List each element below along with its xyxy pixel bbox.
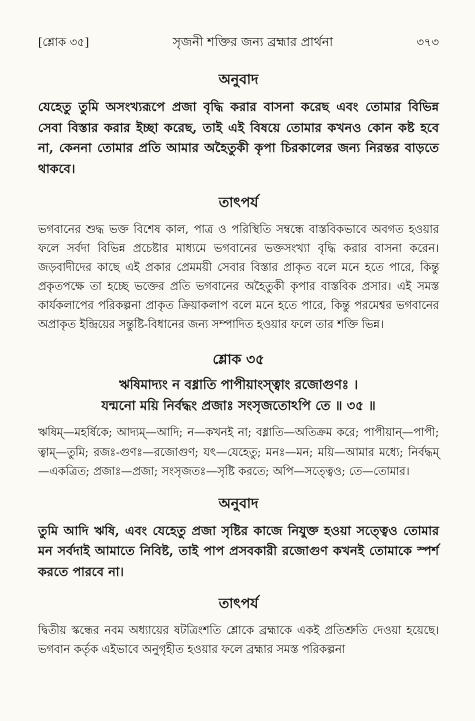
- translation-heading: অনুবাদ: [218, 72, 259, 88]
- translation-text-2: তুমি আদি ঋষি, এবং যেহেতু প্রজা সৃষ্টির কাজে নিযুক্ত হওয়া সত্ত্বেও তোমার মন সর্বদাই আমাতে নিবিষ্ট, তাই পাপ প্রসবকারী রজোগুণ কখনই তোমাকে স্পর্শ করতে পারবে না।: [38, 522, 439, 579]
- page-number: ৩৭৩: [416, 35, 439, 49]
- header-verse-ref: [শ্লোক ৩৫]: [38, 35, 90, 49]
- verse-line-1: ঋষিমাদ্যং ন বধ্নাতি পাপীয়াংস্ত্বাং রজোগুণঃ ।: [118, 378, 359, 393]
- translation-text: যেহেতু তুমি অসংখ্যরূপে প্রজা বৃদ্ধি করার বাসনা করেছ এবং তোমার বিভিন্ন সেবা বিস্তার করার ইচ্ছা করেছ, তাই এই বিষয়ে তোমার কখনও কোন কষ্ট হবে না, কেননা তোমার প্রতি আমার অহৈতুকী কৃপা চিরকালের জন্য নিরন্তর বাড়তে থাকবে।: [38, 99, 439, 176]
- verse-line-2: যন্মনো ময়ি নির্বদ্ধং প্রজাঃ সংসৃজতোঽপি তে ॥ ৩৫ ॥: [101, 399, 376, 414]
- purport-heading: তাৎপর্য: [218, 195, 259, 211]
- purport-heading-2: তাৎপর্য: [218, 596, 259, 612]
- verse-title: শ্লোক ৩৫: [212, 352, 265, 368]
- header-chapter-title: সৃজনী শক্তির জন্য ব্রহ্মার প্রার্থনা: [172, 34, 333, 49]
- running-header: [38, 34, 439, 54]
- purport-text-2: দ্বিতীয় স্কন্ধের নবম অধ্যায়ের ষটত্রিংশতি শ্লোকে ব্রহ্মাকে একই প্রতিশ্রুতি দেওয়া হয়েছে। ভগবান কর্তৃক এইভাবে অনুগৃহীত হওয়ার ফলে ব্রহ্মার সমস্ত পরিকল্পনা: [38, 624, 439, 656]
- translation-heading-2: অনুবাদ: [218, 495, 259, 512]
- word-for-word-synonyms: ঋষিম্—মহর্ষিকে; আদ্যম্—আদি; ন—কখনই না; বধ্নাতি—অতিক্রম করে; পাপীয়ান্—পাপী; ত্বাম্—তুমি; রজঃ-গুণঃ—রজোগুণ; যৎ—যেহেতু; মনঃ—মন; ময়ি—আমার মধ্যে; নির্বদ্ধম্—একত্রিত; প্রজাঃ—প্রজা; সংসৃজতঃ—সৃষ্টি করতে; অপি—সত্ত্বেও; তে—তোমার।: [38, 426, 439, 478]
- purport-text: ভগবানের শুদ্ধ ভক্ত বিশেষ কাল, পাত্র ও পরিস্থিতি সম্বন্ধে বাস্তবিকভাবে অবগত হওয়ার ফলে সর্বদা বিভিন্ন প্রচেষ্টার মাধ্যমে ভগবানের ভক্তসংখ্যা বৃদ্ধি করার বাসনা করেন। জড়বাদীদের কাছে এই প্রকার প্রেমময়ী সেবার বিস্তার প্রাকৃত বলে মনে হতে পারে, কিন্তু প্রকৃতপক্ষে তা হচ্ছে ভক্তের প্রতি ভগবানের অহৈতুকী কৃপার বাস্তবিক প্রসার। এই সমস্ত কার্যকলাপের পরিকল্পনা প্রাকৃত ক্রিয়াকলাপ বলে মনে হতে পারে, কিন্তু পরমেশ্বর ভগবানের অপ্রাকৃত ইন্দ্রিয়ের সন্তুষ্টি-বিধানের জন্য সম্পাদিত হওয়ার ফলে তার শক্তি ভিন্ন।: [38, 223, 439, 331]
